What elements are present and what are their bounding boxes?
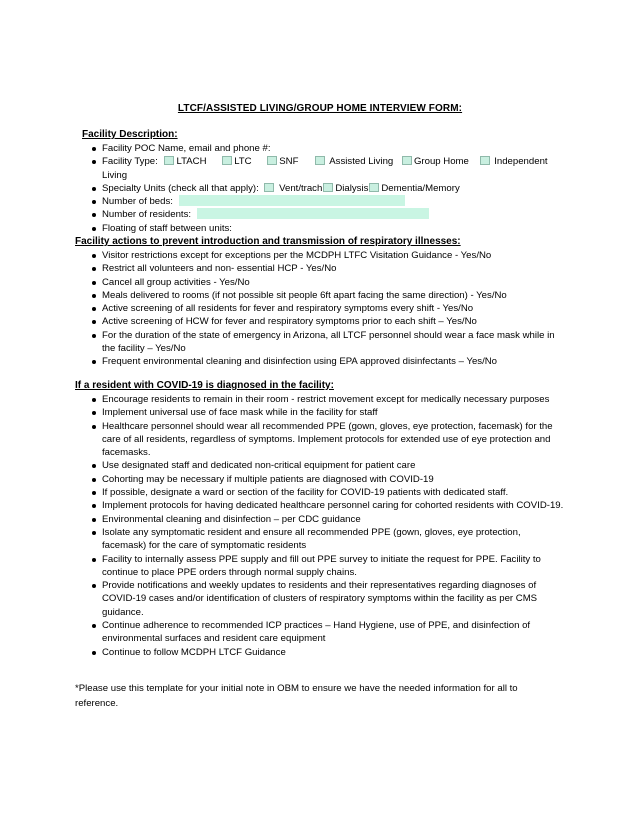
facility-description-heading: Facility Description: [82, 129, 178, 140]
list-item: Environmental cleaning and disinfection – per CDC guidance [102, 513, 564, 526]
number-of-beds-item [102, 195, 572, 208]
list-item: Use designated staff and dedicated non-critical equipment for patient care [102, 459, 564, 472]
list-item: Continue adherence to recommended ICP practices – Hand Hygiene, use of PPE, and disinfection of environmental surfaces and resident care equipment [102, 619, 564, 646]
facility-actions-list [102, 249, 564, 369]
type-group-home: Group Home [413, 156, 469, 168]
list-item: Cancel all group activities - Yes/No [102, 276, 564, 289]
list-item: Meals delivered to rooms (if not possible sit people 6ft apart facing the same direction) - Yes/No [102, 289, 564, 302]
list-item: Healthcare personnel should wear all recommended PPE (gown, gloves, eye protection, facemask) for the care of all residents, regardless of symptoms. Implement protocols for extended use of eye protection and facemasks. [102, 420, 564, 460]
type-independent-living: Independent Living [102, 156, 548, 181]
list-item: Facility to internally assess PPE supply and fill out PPE survey to initiate the request for PPE. Facility to continue to place PPE orders through normal supply chains. [102, 553, 564, 580]
template-note: *Please use this template for your initial note in OBM to ensure we have the needed information for all to reference. [75, 683, 518, 709]
facility-description-list [102, 142, 572, 235]
number-of-beds-field[interactable] [179, 195, 405, 206]
checkbox-ltach[interactable] [164, 156, 174, 165]
floating-staff-item [102, 222, 572, 235]
list-item: Visitor restrictions except for exceptions per the MCDPH LTFC Visitation Guidance - Yes/No [102, 249, 564, 262]
facility-poc-item [102, 142, 572, 155]
checkbox-dementia-memory[interactable] [369, 183, 379, 192]
list-item: Frequent environmental cleaning and disinfection using EPA approved disinfectants – Yes/No [102, 355, 564, 368]
number-of-beds-label: Number of beds: [102, 196, 173, 208]
facility-type-item [102, 155, 572, 182]
type-ltc: LTC [234, 156, 252, 168]
number-of-residents-field[interactable] [197, 208, 429, 219]
type-snf: SNF [279, 156, 299, 168]
type-ltach: LTACH [176, 156, 207, 168]
checkbox-dialysis[interactable] [323, 183, 333, 192]
checkbox-independent-living[interactable] [480, 156, 490, 165]
floating-staff-label: Floating of staff between units: [102, 222, 232, 234]
list-item: If possible, designate a ward or section of the facility for COVID-19 patients with dedicated staff. [102, 486, 564, 499]
covid-actions-list [102, 393, 564, 659]
checkbox-snf[interactable] [267, 156, 277, 165]
list-item: Isolate any symptomatic resident and ensure all recommended PPE (gown, gloves, eye protection, facemask) for the care of symptomatic residents [102, 526, 564, 553]
list-item: Implement universal use of face mask while in the facility for staff [102, 406, 564, 419]
checkbox-group-home[interactable] [402, 156, 412, 165]
checkbox-assisted-living[interactable] [315, 156, 325, 165]
number-of-residents-item [102, 208, 572, 221]
list-item: Cohorting may be necessary if multiple patients are diagnosed with COVID-19 [102, 473, 564, 486]
list-item: Continue to follow MCDPH LTCF Guidance [102, 646, 564, 659]
facility-type-label: Facility Type: [102, 156, 158, 168]
specialty-dialysis: Dialysis [335, 182, 369, 194]
specialty-units-item [102, 182, 572, 195]
list-item: For the duration of the state of emergency in Arizona, all LTCF personnel should wear a face mask while in the facility – Yes/No [102, 329, 564, 356]
form-title: LTCF/ASSISTED LIVING/GROUP HOME INTERVIEW FORM: [177, 103, 463, 114]
list-item: Encourage residents to remain in their room - restrict movement except for medically necessary purposes [102, 393, 564, 406]
facility-actions-heading: Facility actions to prevent introduction and transmission of respiratory illnesses: [75, 236, 461, 247]
checkbox-ltc[interactable] [222, 156, 232, 165]
list-item: Active screening of HCW for fever and respiratory symptoms prior to each shift – Yes/No [102, 315, 564, 328]
type-assisted-living: Assisted Living [329, 156, 394, 168]
covid-diagnosed-heading: If a resident with COVID-19 is diagnosed in the facility: [75, 380, 334, 391]
specialty-dementia-memory: Dementia/Memory [381, 182, 460, 194]
list-item: Provide notifications and weekly updates to residents and their representatives regarding diagnoses of COVID-19 cases and/or identification of clusters of respiratory symptoms within the facility as per CMS guidance. [102, 579, 564, 619]
checkbox-vent-trach[interactable] [264, 183, 274, 192]
facility-poc-label: Facility POC Name, email and phone #: [102, 143, 271, 154]
list-item: Restrict all volunteers and non- essential HCP - Yes/No [102, 262, 564, 275]
specialty-units-label: Specialty Units (check all that apply): [102, 182, 259, 194]
number-of-residents-label: Number of residents: [102, 209, 192, 221]
list-item: Active screening of all residents for fever and respiratory symptoms every shift - Yes/No [102, 302, 564, 315]
specialty-vent-trach: Vent/trach [279, 182, 323, 194]
list-item: Implement protocols for having dedicated healthcare personnel caring for cohorted residents with COVID-19. [102, 500, 564, 512]
